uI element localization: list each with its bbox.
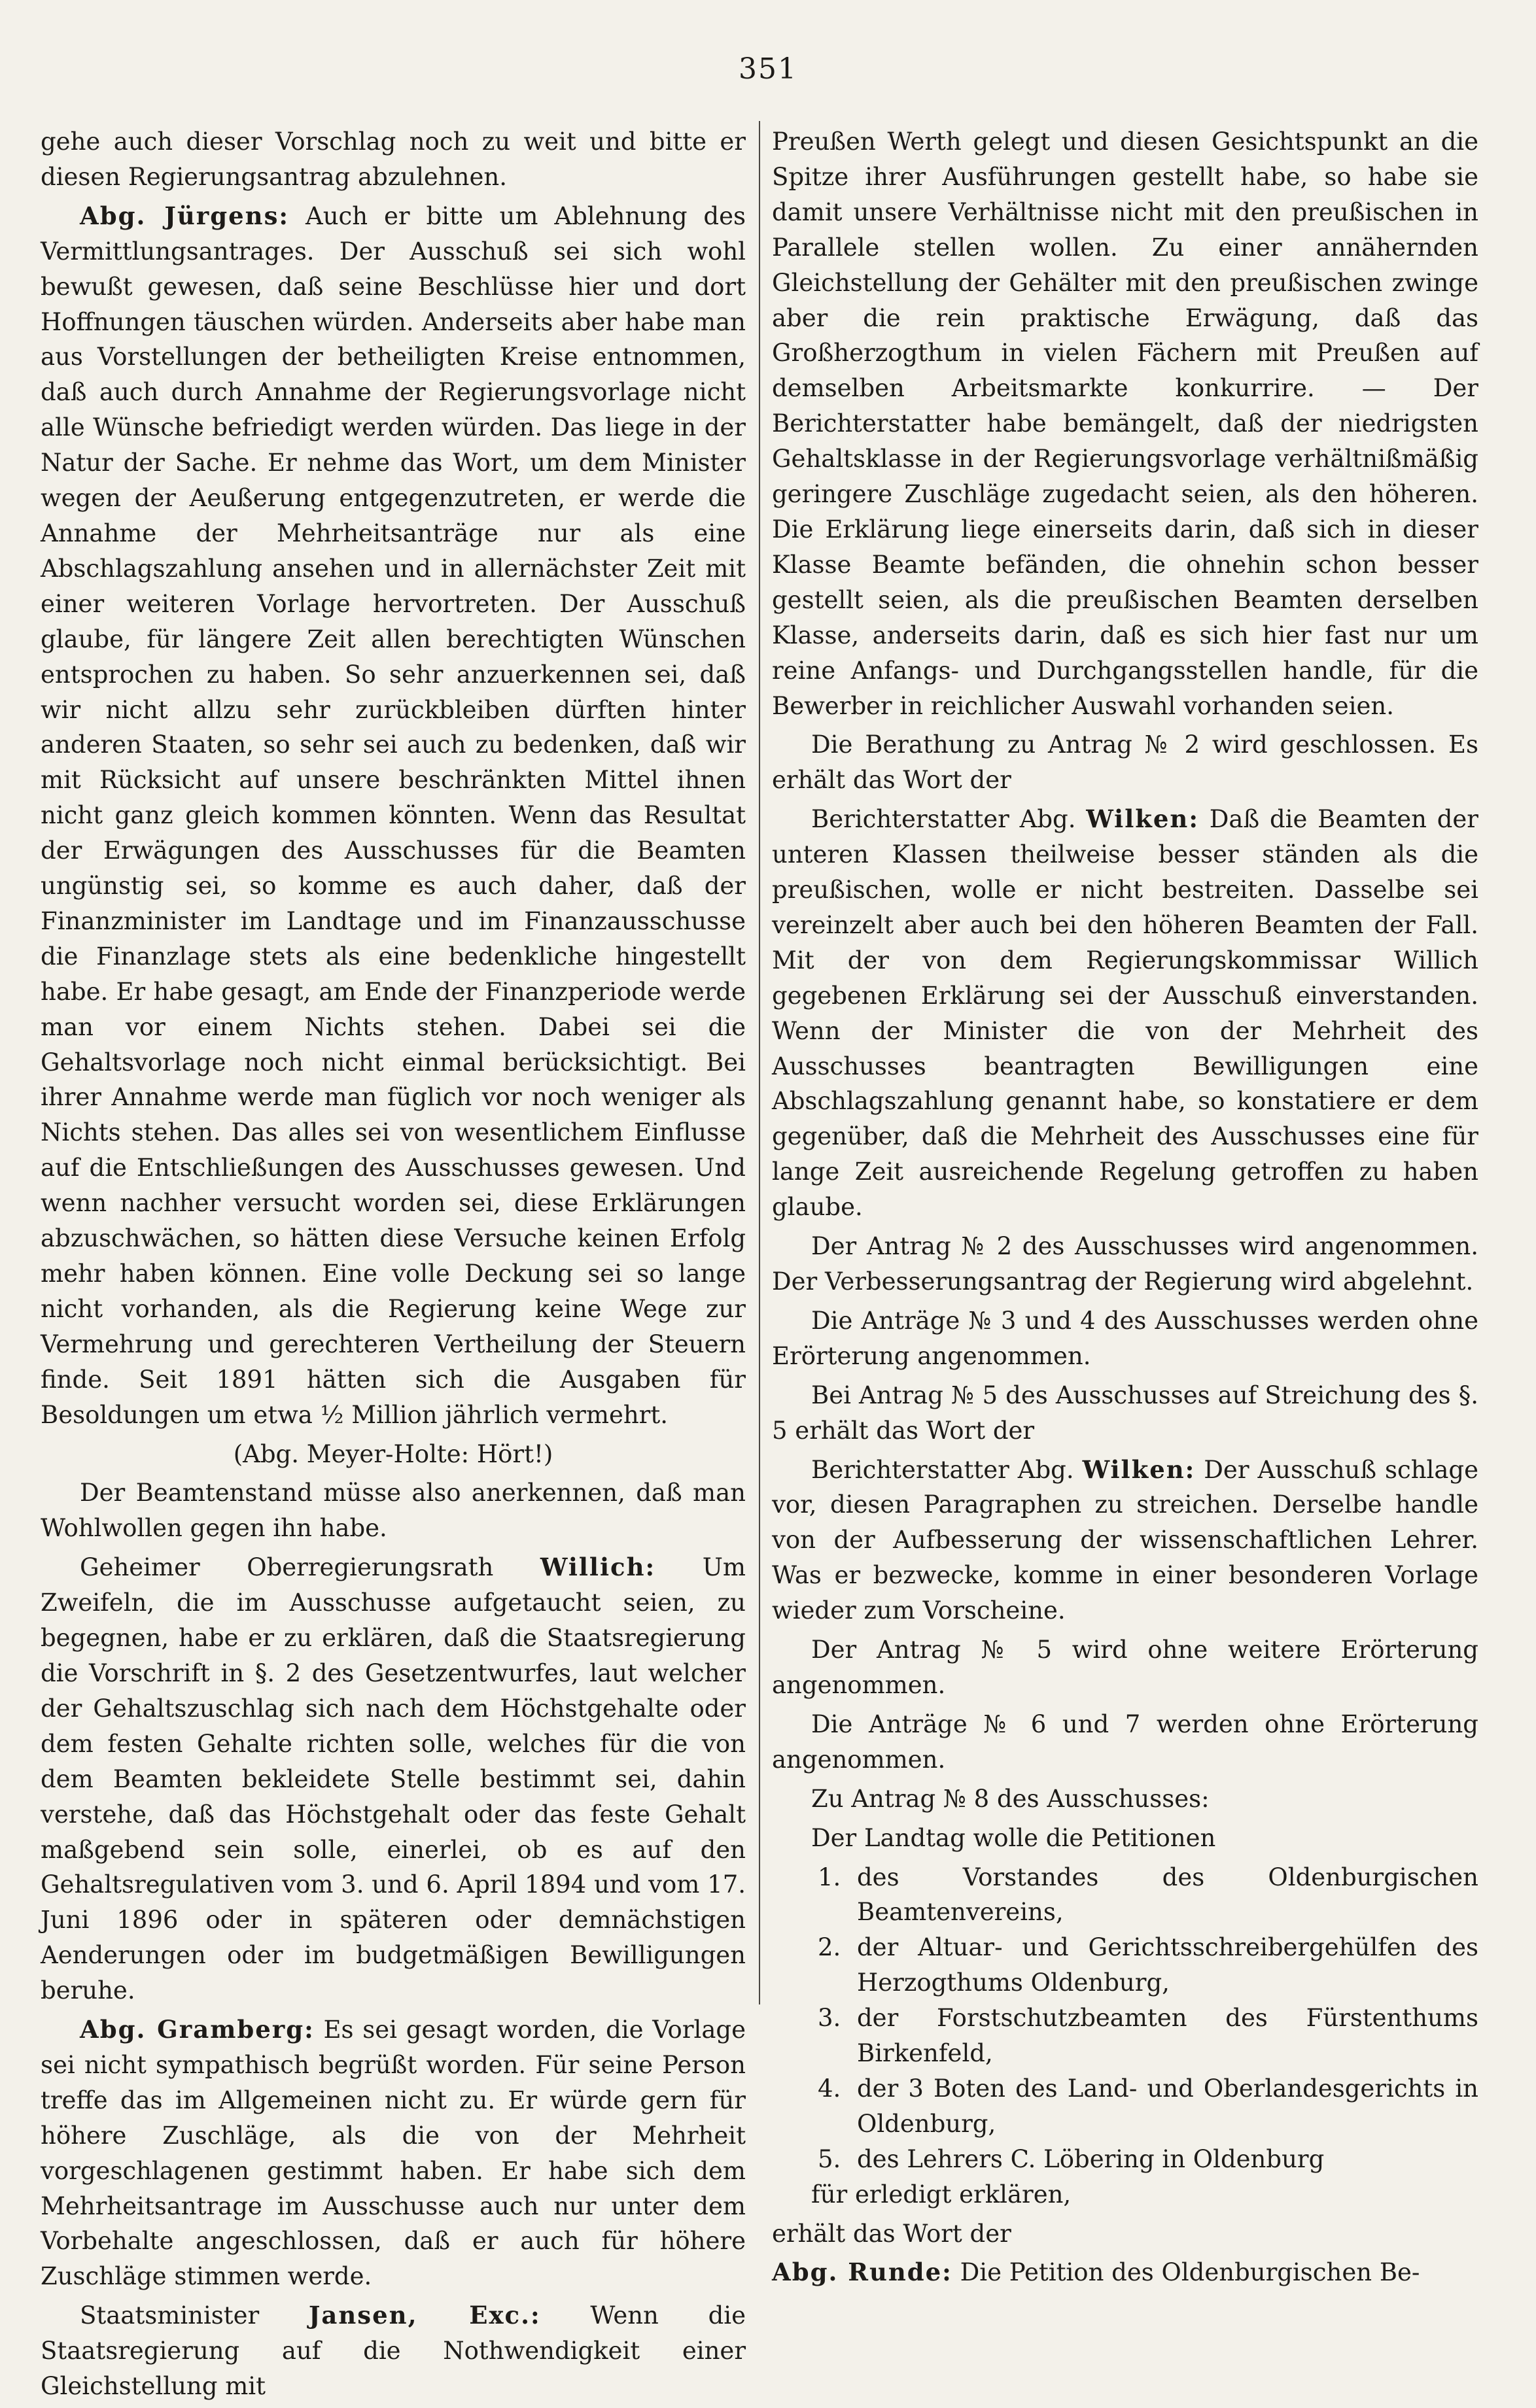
paragraph: für erledigt erklären,	[811, 2180, 1072, 2209]
list-text: der 3 Boten des Land- und Oberlandesgerichts in Oldenburg,	[857, 2074, 1478, 2138]
speaker-name: Willich:	[540, 1553, 656, 1582]
list-number: 3.	[818, 2004, 841, 2033]
speaker-name: Abg. Jürgens:	[80, 201, 290, 230]
speaker-name: Wilken:	[1086, 804, 1199, 834]
speech-text: Der Ausschuß schlage vor, diesen Paragraphen zu streichen. Derselbe handle von der Aufbesserung der wissenschaftlichen Lehrer. Was er bezwecke, komme in einer besonderen Vorlage wieder zum Vorscheine.	[772, 1455, 1479, 1625]
petition-list	[772, 1860, 1478, 2177]
list-number: 4.	[818, 2074, 841, 2103]
paragraph: Der Beamtenstand müsse also anerkennen, daß man Wohlwollen gegen ihn habe.	[41, 1479, 746, 1543]
left-column	[41, 124, 746, 2408]
speech-text: Daß die Beamten der unteren Klassen theilweise besser ständen als die preußischen, wolle er nicht bestreiten. Dasselbe sei vereinzelt aber auch bei den höheren Beamten der Fall. Mit der von dem Regierungskommissar Willich gegebenen Erklärung sei der Ausschuß einverstanden. Wenn der Minister die von der Mehrheit des Ausschusses beantragten Bewilligungen eine Abschlagszahlung genannt habe, so konstatiere er dem gegenüber, daß die Mehrheit des Ausschusses eine für lange Zeit ausreichende Regelung getroffen zu haben glaube.	[772, 805, 1478, 1222]
paragraph: Der Landtag wolle die Petitionen	[811, 1823, 1216, 1852]
speech-text: Auch er bitte um Ablehnung des Vermittlungsantrages. Der Ausschuß sei sich wohl bewußt gewesen, daß seine Beschlüsse hier und dort Hoffnungen täuschen würden. Anderseits aber habe man aus Vorstellungen der betheiligten Kreise entnommen, daß auch durch Annahme der Regierungsvorlage nicht alle Wünsche befriedigt werden würden. Das liege in der Natur der Sache. Er nehme das Wort, um dem Minister wegen der Aeußerung entgegenzutreten, er werde die Annahme der Mehrheitsanträge nur als eine Abschlagszahlung ansehen und in allernächster Zeit mit einer weiteren Vorlage hervortreten. Der Ausschuß glaube, für längere Zeit allen berechtigten Wünschen entsprochen zu haben. So sehr anzuerkennen sei, daß wir nicht allzu sehr zurückbleiben dürften hinter anderen Staaten, so sehr sei auch zu bedenken, daß wir mit Rücksicht auf unsere beschränkten Mittel ihnen nicht ganz gleich kommen könnten. Wenn das Resultat der Erwägungen des Ausschusses für die Beamten ungünstig sei, so komme es auch daher, daß der Finanzminister im Landtage und im Finanzausschusse die Finanzlage stets als eine bedenkliche hingestellt habe. Er habe gesagt, am Ende der Finanzperiode werde man vor einem Nichts stehen. Dabei sei die Gehaltsvorlage noch nicht einmal berücksichtigt. Bei ihrer Annahme werde man füglich vor noch weniger als Nichts stehen. Das alles sei von wesentlichem Einflusse auf die Entschließungen des Ausschusses gewesen. Und wenn nachher versucht worden sei, diese Erklärungen abzuschwächen, so hätten diese Versuche keinen Erfolg mehr haben können. Eine volle Deckung sei so lange nicht vorhanden, als die Regierung keine Wege zur Vermehrung und gerechteren Vertheilung der Steuern finde. Seit 1891 hätten sich die Ausgaben für Besoldungen um etwa ½ Million jährlich vermehrt.	[41, 201, 746, 1429]
paragraph: gehe auch dieser Vorschlag noch zu weit und bitte er diesen Regierungsantrag abzulehnen.	[41, 128, 746, 191]
paragraph	[41, 2298, 746, 2404]
paragraph: Der Antrag № 5 wird ohne weitere Erörterung angenommen.	[772, 1636, 1478, 1699]
speaker-name: Wilken:	[1082, 1454, 1196, 1484]
interjection: (Abg. Meyer-Holte: Hört!)	[233, 1439, 553, 1468]
paragraph: Die Anträge № 6 und 7 werden ohne Erörterung angenommen.	[772, 1710, 1478, 1774]
page-number: 351	[739, 52, 797, 86]
paragraph: Bei Antrag № 5 des Ausschusses auf Streichung des §. 5 erhält das Wort der	[772, 1381, 1478, 1445]
speech-text: Es sei gesagt worden, die Vorlage sei nicht sympathisch begrüßt worden. Für seine Person treffe das im Allgemeinen nicht zu. Er würde gern für höhere Zuschläge, als die von der Mehrheit vorgeschlagenen gestimmt haben. Er habe sich dem Mehrheitsantrage im Ausschusse auch nur unter dem Vorbehalte angeschlossen, daß er auch für höhere Zuschläge stimmen werde.	[41, 2016, 746, 2291]
list-item	[818, 2001, 1478, 2071]
paragraph	[41, 199, 746, 1433]
speaker-name: Abg. Gramberg:	[80, 2015, 315, 2044]
paragraph	[772, 802, 1478, 1225]
list-number: 1.	[818, 1863, 841, 1891]
paragraph	[41, 2012, 746, 2294]
list-number: 5.	[818, 2144, 841, 2173]
list-number: 2.	[818, 1933, 841, 1962]
list-text: der Altuar- und Gerichtsschreibergehülfen des Herzogthums Oldenburg,	[857, 1933, 1478, 1997]
right-column	[772, 124, 1478, 2294]
list-item	[818, 1860, 1478, 1931]
speech-text: Um Zweifeln, die im Ausschusse aufgetaucht seien, zu begegnen, habe er zu erklären, daß die Staatsregierung die Vorschrift in §. 2 des Gesetzentwurfes, laut welcher der Gehaltszuschlag sich nach dem Höchstgehalte oder dem festen Gehalte richten solle, welches für die von dem Beamten bekleidete Stelle bestimmt sei, dahin verstehe, daß das Höchstgehalt oder das feste Gehalt maßgebend sein solle, einerlei, ob es auf den Gehaltsregulativen vom 3. und 6. April 1894 und vom 17. Juni 1896 oder in späteren oder demnächstigen Aenderungen oder im budgetmäßigen Bewilligungen beruhe.	[41, 1553, 746, 2005]
speaker-name: Jansen, Exc.:	[308, 2301, 541, 2330]
speaker-title: Staatsminister	[80, 2301, 260, 2330]
list-text: der Forstschutzbeamten des Fürstenthums Birkenfeld,	[857, 2004, 1478, 2068]
speaker-title: Berichterstatter Abg.	[811, 805, 1076, 834]
list-item	[818, 2071, 1478, 2142]
speaker-title: Berichterstatter Abg.	[811, 1455, 1074, 1484]
paragraph	[41, 1550, 746, 2008]
paragraph: erhält das Wort der	[772, 2219, 1011, 2248]
list-text: des Vorstandes des Oldenburgischen Beamtenvereins,	[857, 1863, 1478, 1927]
column-divider	[759, 121, 760, 2004]
speaker-name: Abg. Runde:	[772, 2258, 952, 2287]
list-item	[818, 1930, 1478, 2001]
list-item	[818, 2142, 1478, 2177]
speaker-title: Geheimer Oberregierungsrath	[80, 1553, 494, 1582]
paragraph: Preußen Werth gelegt und diesen Gesichtspunkt an die Spitze ihrer Ausführungen gestellt habe, so habe sie damit unsere Verhältnisse nicht mit den preußischen in Parallele stellen wollen. Zu einer annähernden Gleichstellung der Gehälter mit den preußischen zwinge aber die rein praktische Erwägung, daß das Großherzogthum in vielen Fächern mit Preußen auf demselben Arbeitsmarkte konkurrire. — Der Berichterstatter habe bemängelt, daß der niedrigsten Gehaltsklasse in der Regierungsvorlage verhältnißmäßig geringere Zuschläge zugedacht seien, als den höheren. Die Erklärung liege einerseits darin, daß sich in dieser Klasse Beamte befänden, die ohnehin schon besser gestellt seien, als die preußischen Beamten derselben Klasse, anderseits darin, daß es sich hier fast nur um reine Anfangs- und Durchgangsstellen handle, für die Bewerber in reichlicher Auswahl vorhanden seien.	[772, 128, 1478, 720]
paragraph	[772, 1453, 1478, 1629]
paragraph: Der Antrag № 2 des Ausschusses wird angenommen. Der Verbesserungsantrag der Regierung wird abgelehnt.	[772, 1232, 1478, 1296]
paragraph	[772, 2255, 1478, 2290]
list-text: des Lehrers C. Löbering in Oldenburg	[857, 2144, 1325, 2173]
paragraph: Die Anträge № 3 und 4 des Ausschusses werden ohne Erörterung angenommen.	[772, 1306, 1478, 1370]
speech-text: Die Petition des Oldenburgischen Be-	[960, 2258, 1420, 2287]
speech-text: Wenn die Staatsregierung auf die Nothwendigkeit einer Gleichstellung mit	[41, 2301, 746, 2401]
paragraph: Zu Antrag № 8 des Ausschusses:	[811, 1784, 1210, 1813]
paragraph: Die Berathung zu Antrag № 2 wird geschlossen. Es erhält das Wort der	[772, 731, 1478, 795]
